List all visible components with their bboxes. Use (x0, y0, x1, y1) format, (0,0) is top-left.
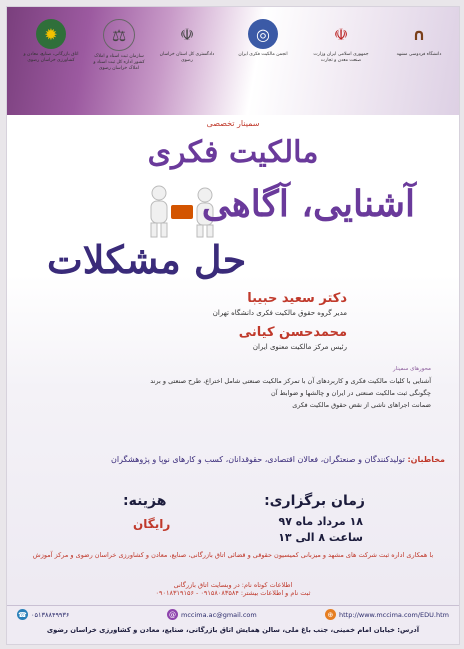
fee-value: رایگان (133, 517, 171, 531)
registration-line-2: ثبت نام و اطلاعات بیشتر: ۰۹۱۵۸۰۸۳۵۸۴ - ۰۹۰۱۸۳۱۹۱۵۶ (155, 589, 311, 597)
university-logo-icon: ∩ (412, 24, 426, 44)
globe-icon: ⊕ (325, 609, 336, 620)
website-link[interactable] (325, 609, 449, 620)
schedule-time: ساعت ۸ الی ۱۳ (278, 531, 363, 544)
logo-caption: دانشگاه فردوسی مشهد (396, 52, 442, 57)
emblem-icon: ☫ (333, 24, 349, 44)
audience (21, 455, 445, 464)
email-text: mccima.ac@gmail.com (181, 610, 257, 619)
logo-caption: انجمن مالکیت فکری ایران (238, 52, 288, 57)
phone-contact (17, 609, 69, 620)
collaboration-note: با همکاری اداره ثبت شرکت های مشهد و میزبانی کمیسیون حقوقی و قضائی اتاق بازرگانی، صنایع، معادن و کشاورزی خراسان رضوی و مرکز آموزش (32, 551, 434, 559)
speaker-1-role: مدیر گروه حقوق مالکیت فکری دانشگاه تهران (212, 309, 347, 317)
email-icon: @ (169, 610, 176, 619)
gear-circle-icon: ✹ (36, 19, 66, 49)
seminar-label: سمینار تخصصی (206, 119, 260, 128)
globe-seal-icon: ◎ (248, 19, 278, 49)
phone-text: ۰۵۱۳۸۸۴۹۹۳۶ (31, 610, 70, 619)
speaker-1-name: دکتر سعید حبیبا (247, 291, 347, 306)
speaker-2-role: رئیس مرکز مالکیت معنوی ایران (252, 343, 347, 351)
logo-caption: سازمان ثبت اسناد و املاک کشور اداره کل ثبت اسناد و املاک خراسان رضوی (93, 54, 145, 71)
logo-caption: دادگستری کل استان خراسان رضوی (159, 52, 215, 63)
address: آدرس: خیابان امام خمینی، جنب باغ ملی، سالن همایش اتاق بازرگانی، صنایع، معادن و کشاورزی خراسان رضوی (46, 626, 420, 634)
speaker-2-name: محمدحسن کیانی (238, 325, 347, 340)
topics-heading: محورهای سمینار (392, 366, 431, 372)
scales-icon: ⚖ (103, 19, 135, 51)
logo-judiciary (157, 19, 217, 64)
title-line-3: حل مشکلات (47, 237, 247, 282)
phone-icon: ☎ (18, 610, 27, 619)
topic-item: ضمانت اجراهای ناشی از نقض حقوق مالکیت فکری (292, 401, 431, 409)
logo-ip-association (233, 19, 293, 58)
title-line-2: آشنایی، آگاهی (201, 183, 415, 225)
emblem-icon: ☫ (179, 24, 195, 44)
logo-chamber-commerce (21, 19, 81, 64)
audience-label: مخاطبان: (407, 455, 445, 464)
email-link[interactable] (167, 609, 257, 620)
schedule-date: ۱۸ مرداد ماه ۹۷ (278, 515, 363, 528)
seminar-poster (6, 6, 460, 645)
topic-item: آشنایی با کلیات مالکیت فکری و کاربردهای آن با تمرکز مالکیت صنعتی شامل اختراع، طرح صنعتی و برند (150, 377, 431, 385)
schedule-heading: زمان برگزاری: (264, 493, 365, 509)
footer (7, 605, 459, 645)
seminar-topics (31, 363, 431, 411)
registration-line-1: اطلاعات کوتاه نام: در وبسایت اتاق بازرگانی (173, 581, 293, 589)
website-text: http://www.mccima.com/EDU.htm (338, 610, 449, 619)
registration-info (21, 581, 445, 597)
audience-text: تولیدکنندگان و صنعتگران، فعالان اقتصادی، حقوقدانان، کسب و کارهای نوپا و پژوهشگران (111, 455, 405, 464)
logo-caption: جمهوری اسلامی ایران وزارت صنعت معدن و تجارت (313, 52, 369, 63)
logo-registration-org (89, 19, 149, 72)
logo-caption: اتاق بازرگانی، صنایع، معادن و کشاورزی خراسان رضوی (23, 52, 79, 63)
fee-heading: هزینه: (123, 493, 167, 509)
logo-university (389, 19, 449, 58)
logo-ministry (311, 19, 371, 64)
title-line-1: مالکیت فکری (147, 135, 319, 170)
topic-item: چگونگی ثبت مالکیت صنعتی در ایران و چالشها و ضوابط آن (270, 389, 431, 397)
